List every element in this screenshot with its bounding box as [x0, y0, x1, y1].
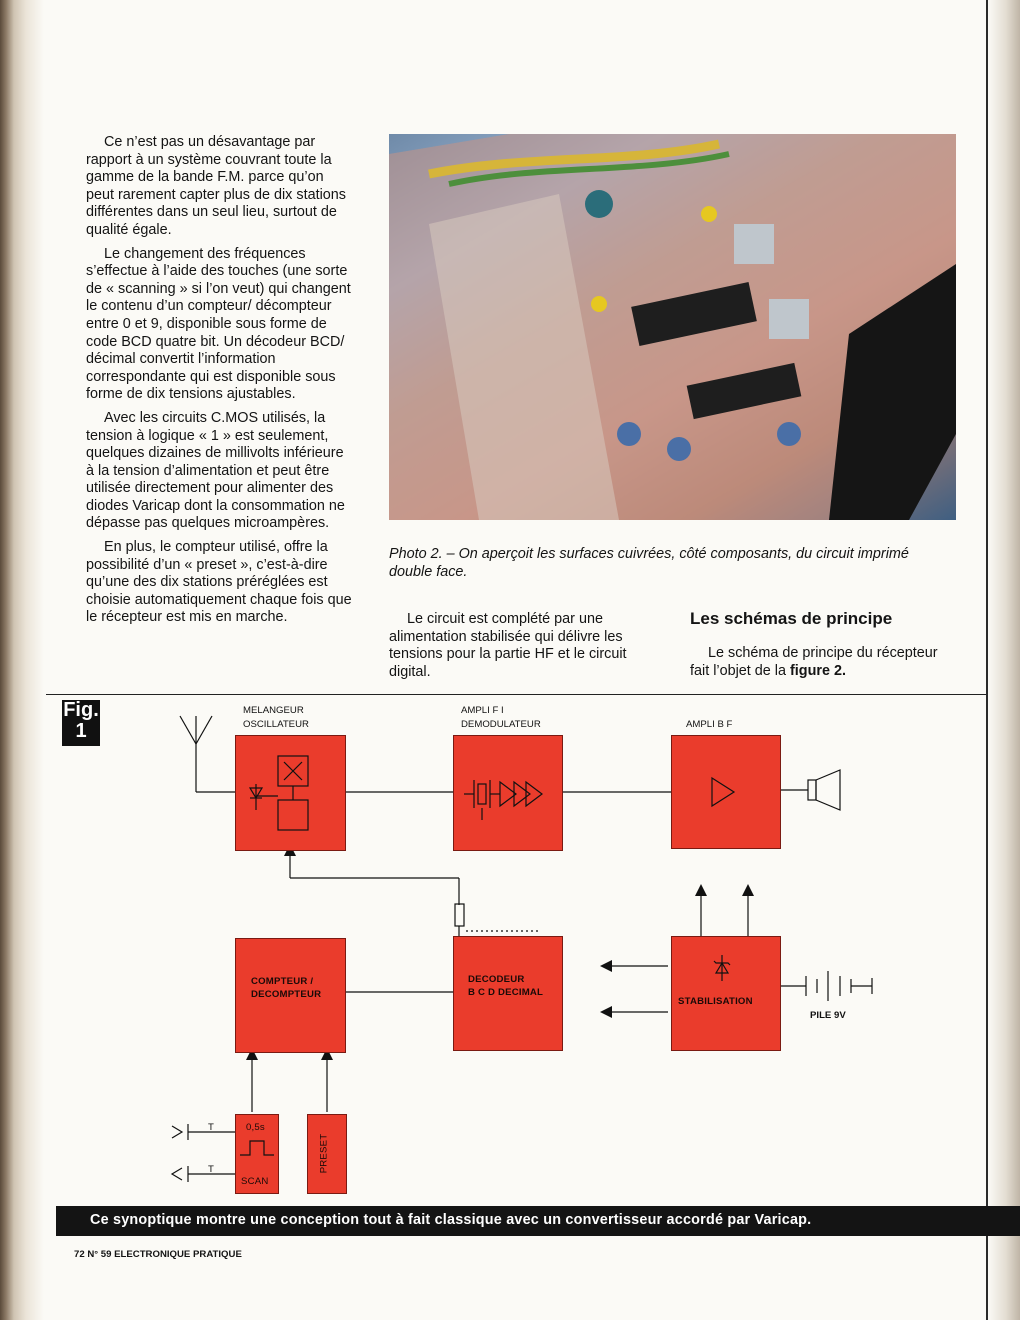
- photo-caption: Photo 2. – On aperçoit les surfaces cuivrées, côté composants, du circuit imprimé double face.: [389, 546, 909, 580]
- af-amplifier-block: [671, 735, 781, 849]
- counter-label: [251, 975, 321, 1001]
- counter-label-line2: DECOMPTEUR: [251, 989, 322, 1000]
- figure-label-number: 1: [75, 720, 87, 742]
- decoder-label: [468, 973, 543, 999]
- preset-block: [307, 1114, 347, 1194]
- stabilisation-label: STABILISATION: [678, 996, 753, 1007]
- if-label-line2: DEMODULATEUR: [461, 719, 541, 730]
- amplifier-symbol: [672, 736, 780, 848]
- if-filter-amplifier-symbol: [454, 736, 562, 850]
- figure-caption: Ce synoptique montre une conception tout à fait classique avec un convertisseur accordé par Varicap.: [90, 1212, 812, 1228]
- if-label-line1: AMPLI F I: [461, 705, 504, 716]
- button-t1-label: T: [208, 1122, 214, 1133]
- scan-label: SCAN: [241, 1176, 269, 1187]
- figure-reference: figure 2.: [790, 662, 846, 679]
- paragraph: Ce n’est pas un désavantage par rapport à un système couvrant toute la gamme de la bande F.M. parce qu’on peut rarement capter plus de dix stations différentes dans un seul lieu, surtout de qualité égale.: [86, 134, 346, 238]
- timer-label: 0,5s: [246, 1122, 265, 1133]
- mixer-label-line2: OSCILLATEUR: [243, 719, 309, 730]
- section-heading: Les schémas de principe: [690, 609, 893, 628]
- decoder-block: [453, 936, 563, 1051]
- mixer-symbol: [236, 736, 345, 850]
- if-demodulator-block: [453, 735, 563, 851]
- decoder-label-line1: DECODEUR: [468, 974, 525, 985]
- mixer-oscillator-block: [235, 735, 346, 851]
- counter-label-line1: COMPTEUR /: [251, 976, 314, 987]
- preset-label: PRESET: [318, 1133, 330, 1174]
- scan-block: [235, 1114, 279, 1194]
- battery-label: PILE 9V: [810, 1010, 846, 1021]
- zener-diode-symbol: [672, 937, 780, 997]
- button-t2-label: T: [208, 1164, 214, 1175]
- mixer-label: [243, 704, 309, 732]
- pulse-symbol: [236, 1133, 278, 1173]
- decoder-label-line2: B C D DECIMAL: [468, 987, 544, 998]
- figure-label-word: Fig.: [63, 699, 99, 721]
- stabilisation-block: [671, 936, 781, 1051]
- page-footer: 72 N° 59 ELECTRONIQUE PRATIQUE: [74, 1249, 242, 1260]
- paragraph: Le changement des fréquences s’effectue à l’aide des touches (une sorte de « scanning » si l’on veut) qui changent le contenu d’un compteur/ décompteur entre 0 et 9, disponible sous forme de code BCD quatre bit. Un décodeur BCD/ décimal convertit l’information correspondante qui est disponible sous forme de dix tensions ajustables.: [86, 245, 351, 403]
- paragraph: Le circuit est complété par une alimentation stabilisée qui délivre les tensions pour la partie HF et le circuit digital.: [389, 611, 627, 680]
- figure-caption-banner: [56, 1206, 1020, 1236]
- paragraph-text: Le schéma de principe du récepteur fait l’objet de la: [690, 645, 938, 679]
- paragraph: En plus, le compteur utilisé, offre la possibilité d’un « preset », c’est-à-dire qu’une des dix stations préréglées est choisie automatiquement chaque fois que le récepteur est mis en marche.: [86, 539, 352, 626]
- mixer-label-line1: MELANGEUR: [243, 705, 304, 716]
- if-label: [461, 704, 541, 732]
- counter-block: [235, 938, 346, 1053]
- af-label: AMPLI B F: [686, 719, 733, 730]
- paragraph: Avec les circuits C.MOS utilisés, la tension à logique « 1 » est seulement, quelques dizaines de millivolts inférieure à la tension d’alimentation et peut être utilisée directement pour alimenter des diodes Varicap dont la consommation ne dépasse pas quelques microampères.: [86, 409, 345, 532]
